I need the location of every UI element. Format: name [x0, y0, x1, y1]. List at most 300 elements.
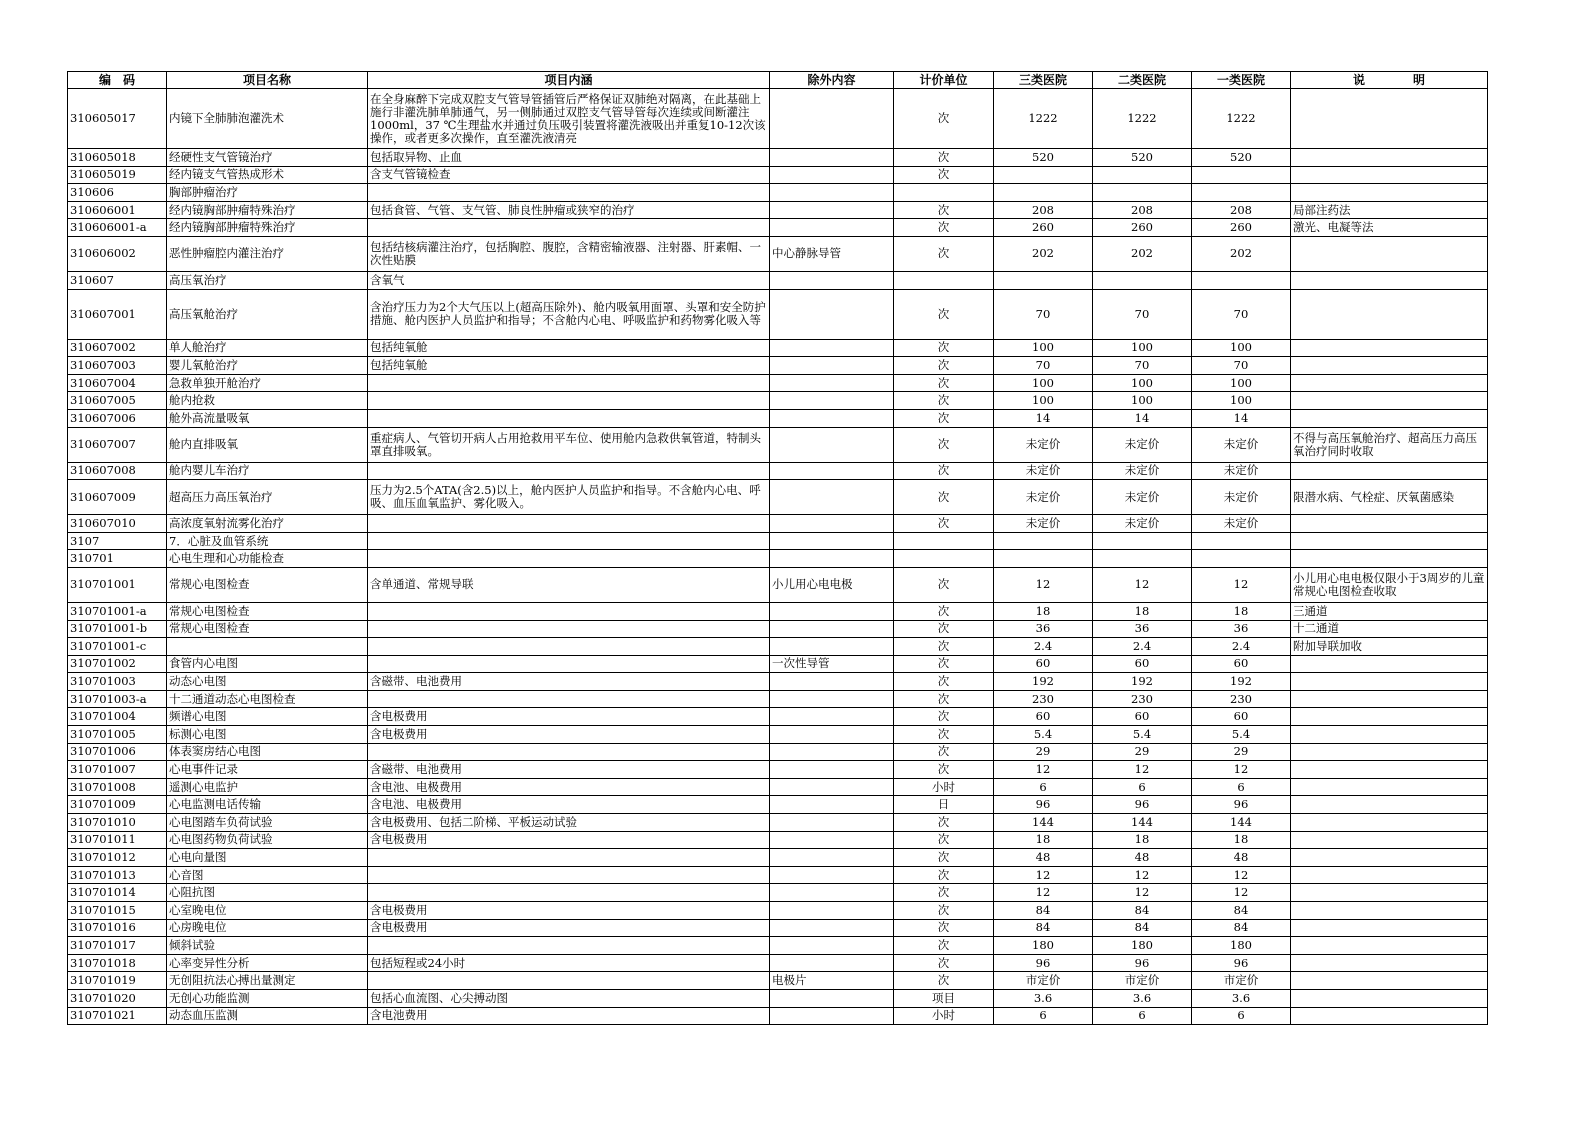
cell-price-class1: 48 [1192, 849, 1291, 867]
cell-unit: 次 [894, 201, 994, 219]
cell-code: 3107 [68, 532, 167, 550]
cell-price-class1 [1192, 532, 1291, 550]
cell-note [1291, 289, 1488, 339]
cell-price-class3: 100 [994, 374, 1093, 392]
table-row [68, 954, 1488, 972]
cell-name: 倾斜试验 [167, 937, 368, 955]
cell-price-class3 [994, 166, 1093, 184]
cell-code: 310701 [68, 550, 167, 568]
table-row [68, 778, 1488, 796]
cell-price-class3: 84 [994, 902, 1093, 920]
cell-name: 动态血压监测 [167, 1007, 368, 1025]
cell-unit: 次 [894, 620, 994, 638]
cell-code: 310605018 [68, 149, 167, 167]
cell-code: 310701007 [68, 761, 167, 779]
cell-price-class3: 96 [994, 796, 1093, 814]
table-row [68, 708, 1488, 726]
table-row [68, 690, 1488, 708]
cell-price-class3: 260 [994, 219, 1093, 237]
cell-content [368, 184, 770, 202]
cell-price-class3: 100 [994, 392, 1093, 410]
cell-price-class1: 70 [1192, 289, 1291, 339]
cell-code: 310701010 [68, 814, 167, 832]
cell-unit [894, 271, 994, 289]
cell-content: 包括取异物、止血 [368, 149, 770, 167]
cell-note [1291, 902, 1488, 920]
cell-note: 局部注药法 [1291, 201, 1488, 219]
cell-price-class2: 100 [1093, 392, 1192, 410]
cell-except [770, 515, 894, 533]
cell-except [770, 638, 894, 656]
cell-name: 动态心电图 [167, 673, 368, 691]
table-row [68, 201, 1488, 219]
cell-code: 310701012 [68, 849, 167, 867]
cell-name: 标测心电图 [167, 726, 368, 744]
cell-price-class1: 18 [1192, 602, 1291, 620]
cell-unit [894, 550, 994, 568]
cell-price-class1: 14 [1192, 409, 1291, 427]
cell-note [1291, 972, 1488, 990]
cell-price-class2: 29 [1093, 743, 1192, 761]
cell-price-class2: 70 [1093, 289, 1192, 339]
cell-price-class2: 12 [1093, 761, 1192, 779]
cell-price-class1: 60 [1192, 655, 1291, 673]
cell-price-class3: 未定价 [994, 515, 1093, 533]
cell-except [770, 166, 894, 184]
cell-price-class3: 208 [994, 201, 1093, 219]
table-row [68, 989, 1488, 1007]
table-row [68, 236, 1488, 271]
cell-note: 不得与高压氧舱治疗、超高压力高压氧治疗同时收取 [1291, 427, 1488, 462]
cell-except [770, 374, 894, 392]
table-row [68, 532, 1488, 550]
cell-except [770, 392, 894, 410]
cell-note: 限潜水病、气栓症、厌氧菌感染 [1291, 480, 1488, 515]
cell-except [770, 339, 894, 357]
cell-price-class2: 6 [1093, 778, 1192, 796]
cell-code: 310607003 [68, 357, 167, 375]
cell-content: 包括心血流图、心尖搏动图 [368, 989, 770, 1007]
cell-price-class3: 18 [994, 831, 1093, 849]
cell-price-class1: 未定价 [1192, 515, 1291, 533]
cell-code: 310701004 [68, 708, 167, 726]
cell-note [1291, 743, 1488, 761]
cell-price-class2: 2.4 [1093, 638, 1192, 656]
cell-except [770, 673, 894, 691]
cell-unit: 次 [894, 357, 994, 375]
cell-price-class2: 60 [1093, 655, 1192, 673]
cell-name: 心电图踏车负荷试验 [167, 814, 368, 832]
cell-price-class3: 1222 [994, 89, 1093, 149]
table-row [68, 866, 1488, 884]
price-table [67, 71, 1488, 1025]
header-class2: 二类医院 [1093, 72, 1192, 89]
cell-content: 含电极费用 [368, 726, 770, 744]
cell-price-class2 [1093, 271, 1192, 289]
cell-price-class2 [1093, 166, 1192, 184]
cell-name: 内镜下全肺肺泡灌洗术 [167, 89, 368, 149]
cell-note [1291, 392, 1488, 410]
cell-except [770, 902, 894, 920]
cell-except [770, 409, 894, 427]
cell-note [1291, 989, 1488, 1007]
cell-price-class3: 230 [994, 690, 1093, 708]
cell-note: 三通道 [1291, 602, 1488, 620]
cell-price-class2: 1222 [1093, 89, 1192, 149]
cell-content [368, 743, 770, 761]
cell-content: 含磁带、电池费用 [368, 761, 770, 779]
cell-note [1291, 726, 1488, 744]
cell-name: 恶性肿瘤腔内灌注治疗 [167, 236, 368, 271]
cell-note [1291, 357, 1488, 375]
cell-price-class2: 未定价 [1093, 515, 1192, 533]
cell-unit: 项目 [894, 989, 994, 1007]
cell-name: 体表窦房结心电图 [167, 743, 368, 761]
cell-price-class3: 84 [994, 919, 1093, 937]
cell-price-class3: 144 [994, 814, 1093, 832]
cell-note [1291, 814, 1488, 832]
cell-code: 310701015 [68, 902, 167, 920]
cell-price-class3 [994, 184, 1093, 202]
cell-note [1291, 515, 1488, 533]
cell-except [770, 708, 894, 726]
cell-except [770, 937, 894, 955]
table-body [68, 89, 1488, 1025]
cell-code: 310701013 [68, 866, 167, 884]
cell-content [368, 462, 770, 480]
table-row [68, 831, 1488, 849]
cell-price-class3: 12 [994, 866, 1093, 884]
cell-price-class2: 18 [1093, 602, 1192, 620]
cell-price-class2: 520 [1093, 149, 1192, 167]
table-row [68, 796, 1488, 814]
cell-unit: 次 [894, 937, 994, 955]
cell-note [1291, 462, 1488, 480]
cell-content: 含治疗压力为2个大气压以上(超高压除外)、舱内吸氧用面罩、头罩和安全防护措施、舱内医护人员监护和指导；不含舱内心电、呼吸监护和药物雾化吸入等 [368, 289, 770, 339]
cell-content [368, 972, 770, 990]
cell-unit: 小时 [894, 778, 994, 796]
cell-note: 小儿用心电电极仅限小于3周岁的儿童常规心电图检查收取 [1291, 567, 1488, 602]
cell-content: 包括短程或24小时 [368, 954, 770, 972]
cell-price-class2: 未定价 [1093, 427, 1192, 462]
table-row [68, 166, 1488, 184]
cell-price-class3: 12 [994, 567, 1093, 602]
cell-price-class2: 6 [1093, 1007, 1192, 1025]
cell-except [770, 814, 894, 832]
cell-name: 单人舱治疗 [167, 339, 368, 357]
table-row [68, 937, 1488, 955]
cell-price-class2: 36 [1093, 620, 1192, 638]
cell-name: 舱内抢救 [167, 392, 368, 410]
cell-price-class1: 36 [1192, 620, 1291, 638]
cell-unit: 次 [894, 673, 994, 691]
table-row [68, 638, 1488, 656]
cell-name: 经内镜胸部肿瘤特殊治疗 [167, 201, 368, 219]
cell-note [1291, 778, 1488, 796]
table-row [68, 849, 1488, 867]
cell-code: 310605019 [68, 166, 167, 184]
cell-price-class2: 192 [1093, 673, 1192, 691]
cell-content [368, 219, 770, 237]
cell-unit: 日 [894, 796, 994, 814]
cell-name: 心房晚电位 [167, 919, 368, 937]
cell-except [770, 778, 894, 796]
cell-name: 经内镜胸部肿瘤特殊治疗 [167, 219, 368, 237]
table-row [68, 761, 1488, 779]
cell-price-class2: 12 [1093, 884, 1192, 902]
cell-price-class3: 36 [994, 620, 1093, 638]
cell-content [368, 374, 770, 392]
cell-content: 含磁带、电池费用 [368, 673, 770, 691]
cell-name: 无创阻抗法心搏出量测定 [167, 972, 368, 990]
cell-unit: 次 [894, 866, 994, 884]
cell-except [770, 919, 894, 937]
cell-content [368, 884, 770, 902]
cell-content [368, 620, 770, 638]
cell-price-class3: 6 [994, 1007, 1093, 1025]
cell-price-class3: 未定价 [994, 462, 1093, 480]
cell-code: 310607001 [68, 289, 167, 339]
table-row [68, 919, 1488, 937]
cell-price-class2: 96 [1093, 796, 1192, 814]
cell-name: 常规心电图检查 [167, 567, 368, 602]
table-row [68, 374, 1488, 392]
cell-unit [894, 532, 994, 550]
cell-price-class1: 2.4 [1192, 638, 1291, 656]
cell-except [770, 149, 894, 167]
cell-price-class3: 市定价 [994, 972, 1093, 990]
cell-note: 附加导联加收 [1291, 638, 1488, 656]
header-content: 项目内涵 [368, 72, 770, 89]
table-row [68, 184, 1488, 202]
cell-price-class1 [1192, 271, 1291, 289]
table-row [68, 409, 1488, 427]
cell-price-class1: 260 [1192, 219, 1291, 237]
cell-code: 310606 [68, 184, 167, 202]
cell-name: 常规心电图检查 [167, 602, 368, 620]
cell-price-class1: 144 [1192, 814, 1291, 832]
cell-price-class1: 6 [1192, 1007, 1291, 1025]
cell-price-class2 [1093, 184, 1192, 202]
cell-price-class1: 未定价 [1192, 427, 1291, 462]
cell-content [368, 849, 770, 867]
cell-content: 含电池、电极费用 [368, 796, 770, 814]
cell-unit: 次 [894, 392, 994, 410]
cell-except [770, 884, 894, 902]
cell-content [368, 602, 770, 620]
cell-except [770, 690, 894, 708]
cell-price-class2: 未定价 [1093, 462, 1192, 480]
cell-unit: 次 [894, 462, 994, 480]
table-row [68, 620, 1488, 638]
header-code: 编 码 [68, 72, 167, 89]
cell-note [1291, 919, 1488, 937]
cell-price-class1 [1192, 184, 1291, 202]
cell-code: 310606001 [68, 201, 167, 219]
cell-except [770, 761, 894, 779]
cell-note [1291, 655, 1488, 673]
cell-name: 舱内婴儿车治疗 [167, 462, 368, 480]
cell-price-class1: 202 [1192, 236, 1291, 271]
cell-price-class3: 2.4 [994, 638, 1093, 656]
cell-price-class2: 208 [1093, 201, 1192, 219]
header-note: 说 明 [1291, 72, 1488, 89]
cell-price-class1: 192 [1192, 673, 1291, 691]
cell-content [368, 409, 770, 427]
cell-price-class2: 100 [1093, 339, 1192, 357]
table-row [68, 550, 1488, 568]
cell-unit: 次 [894, 374, 994, 392]
cell-price-class1: 180 [1192, 937, 1291, 955]
table-row [68, 602, 1488, 620]
cell-price-class3: 5.4 [994, 726, 1093, 744]
cell-except [770, 271, 894, 289]
table-row [68, 884, 1488, 902]
cell-except [770, 427, 894, 462]
cell-price-class3: 12 [994, 761, 1093, 779]
cell-content: 含电极费用 [368, 902, 770, 920]
header-unit: 计价单位 [894, 72, 994, 89]
cell-price-class2: 未定价 [1093, 480, 1192, 515]
cell-price-class2: 48 [1093, 849, 1192, 867]
cell-price-class3: 70 [994, 357, 1093, 375]
cell-price-class1: 5.4 [1192, 726, 1291, 744]
cell-price-class3: 60 [994, 708, 1093, 726]
cell-content [368, 655, 770, 673]
cell-note [1291, 884, 1488, 902]
cell-unit: 次 [894, 655, 994, 673]
cell-name: 心电事件记录 [167, 761, 368, 779]
cell-price-class3 [994, 550, 1093, 568]
cell-except [770, 201, 894, 219]
cell-name: 心音图 [167, 866, 368, 884]
table-row [68, 567, 1488, 602]
cell-price-class3: 48 [994, 849, 1093, 867]
cell-unit: 次 [894, 289, 994, 339]
cell-note [1291, 409, 1488, 427]
cell-content: 包括纯氧舱 [368, 357, 770, 375]
cell-code: 310701006 [68, 743, 167, 761]
cell-code: 310701002 [68, 655, 167, 673]
cell-name: 食管内心电图 [167, 655, 368, 673]
cell-note [1291, 184, 1488, 202]
cell-price-class2: 84 [1093, 919, 1192, 937]
cell-price-class2: 96 [1093, 954, 1192, 972]
cell-price-class3: 14 [994, 409, 1093, 427]
cell-content: 在全身麻醉下完成双腔支气管导管插管后严格保证双肺绝对隔离，在此基础上施行非灌洗肺单肺通气，另一侧肺通过双腔支气管导管每次连续或间断灌注1000ml，37 ℃生理盐水并通过负压吸引装置将灌洗液吸出并重复10-12次该操作，或者更多次操作，直至灌洗液清亮 [368, 89, 770, 149]
cell-price-class1 [1192, 166, 1291, 184]
cell-code: 310606001-a [68, 219, 167, 237]
cell-code: 310701009 [68, 796, 167, 814]
cell-name: 心电监测电话传输 [167, 796, 368, 814]
cell-content: 含电极费用 [368, 708, 770, 726]
cell-name: 7．心脏及血管系统 [167, 532, 368, 550]
cell-code: 310607007 [68, 427, 167, 462]
table-row [68, 289, 1488, 339]
cell-except [770, 726, 894, 744]
cell-price-class1: 100 [1192, 392, 1291, 410]
cell-code: 310701016 [68, 919, 167, 937]
cell-code: 310606002 [68, 236, 167, 271]
cell-code: 310701008 [68, 778, 167, 796]
cell-price-class2: 84 [1093, 902, 1192, 920]
cell-code: 310701019 [68, 972, 167, 990]
cell-price-class1: 12 [1192, 866, 1291, 884]
cell-except [770, 954, 894, 972]
table-row [68, 673, 1488, 691]
cell-note [1291, 954, 1488, 972]
cell-content: 包括纯氧舱 [368, 339, 770, 357]
cell-price-class3 [994, 271, 1093, 289]
cell-name: 心率变异性分析 [167, 954, 368, 972]
cell-unit: 次 [894, 814, 994, 832]
cell-price-class1: 84 [1192, 919, 1291, 937]
table-row [68, 480, 1488, 515]
table-row [68, 462, 1488, 480]
cell-except [770, 743, 894, 761]
table-row [68, 357, 1488, 375]
cell-name: 舱外高流量吸氧 [167, 409, 368, 427]
cell-code: 310701003 [68, 673, 167, 691]
cell-price-class3: 29 [994, 743, 1093, 761]
cell-name: 心电生理和心功能检查 [167, 550, 368, 568]
cell-content: 含氧气 [368, 271, 770, 289]
cell-price-class1: 100 [1192, 374, 1291, 392]
cell-note: 激光、电凝等法 [1291, 219, 1488, 237]
cell-code: 310607 [68, 271, 167, 289]
cell-price-class2: 市定价 [1093, 972, 1192, 990]
cell-content: 含支气管镜检查 [368, 166, 770, 184]
cell-code: 310607004 [68, 374, 167, 392]
cell-unit: 次 [894, 409, 994, 427]
cell-price-class2: 12 [1093, 567, 1192, 602]
cell-code: 310701018 [68, 954, 167, 972]
cell-note: 十二通道 [1291, 620, 1488, 638]
cell-except: 电极片 [770, 972, 894, 990]
cell-content [368, 690, 770, 708]
cell-code: 310701017 [68, 937, 167, 955]
cell-unit: 次 [894, 602, 994, 620]
cell-unit: 次 [894, 567, 994, 602]
cell-except: 一次性导管 [770, 655, 894, 673]
cell-name: 心电向量图 [167, 849, 368, 867]
cell-code: 310701011 [68, 831, 167, 849]
cell-note [1291, 937, 1488, 955]
cell-code: 310701021 [68, 1007, 167, 1025]
cell-price-class3: 12 [994, 884, 1093, 902]
cell-content: 包括食管、气管、支气管、肺良性肿瘤或狭窄的治疗 [368, 201, 770, 219]
cell-price-class2: 14 [1093, 409, 1192, 427]
cell-code: 310607006 [68, 409, 167, 427]
cell-unit: 次 [894, 761, 994, 779]
cell-content: 重症病人、气管切开病人占用抢救用平车位、使用舱内急救供氧管道，特制头罩直排吸氧。 [368, 427, 770, 462]
table-row [68, 726, 1488, 744]
cell-note [1291, 708, 1488, 726]
cell-price-class1: 100 [1192, 339, 1291, 357]
cell-price-class2: 180 [1093, 937, 1192, 955]
cell-except [770, 219, 894, 237]
cell-price-class3: 6 [994, 778, 1093, 796]
cell-note [1291, 831, 1488, 849]
cell-note [1291, 149, 1488, 167]
cell-unit: 次 [894, 849, 994, 867]
cell-note [1291, 849, 1488, 867]
cell-code: 310701001-c [68, 638, 167, 656]
cell-except [770, 89, 894, 149]
cell-name: 频谱心电图 [167, 708, 368, 726]
cell-unit: 次 [894, 219, 994, 237]
cell-price-class1: 1222 [1192, 89, 1291, 149]
